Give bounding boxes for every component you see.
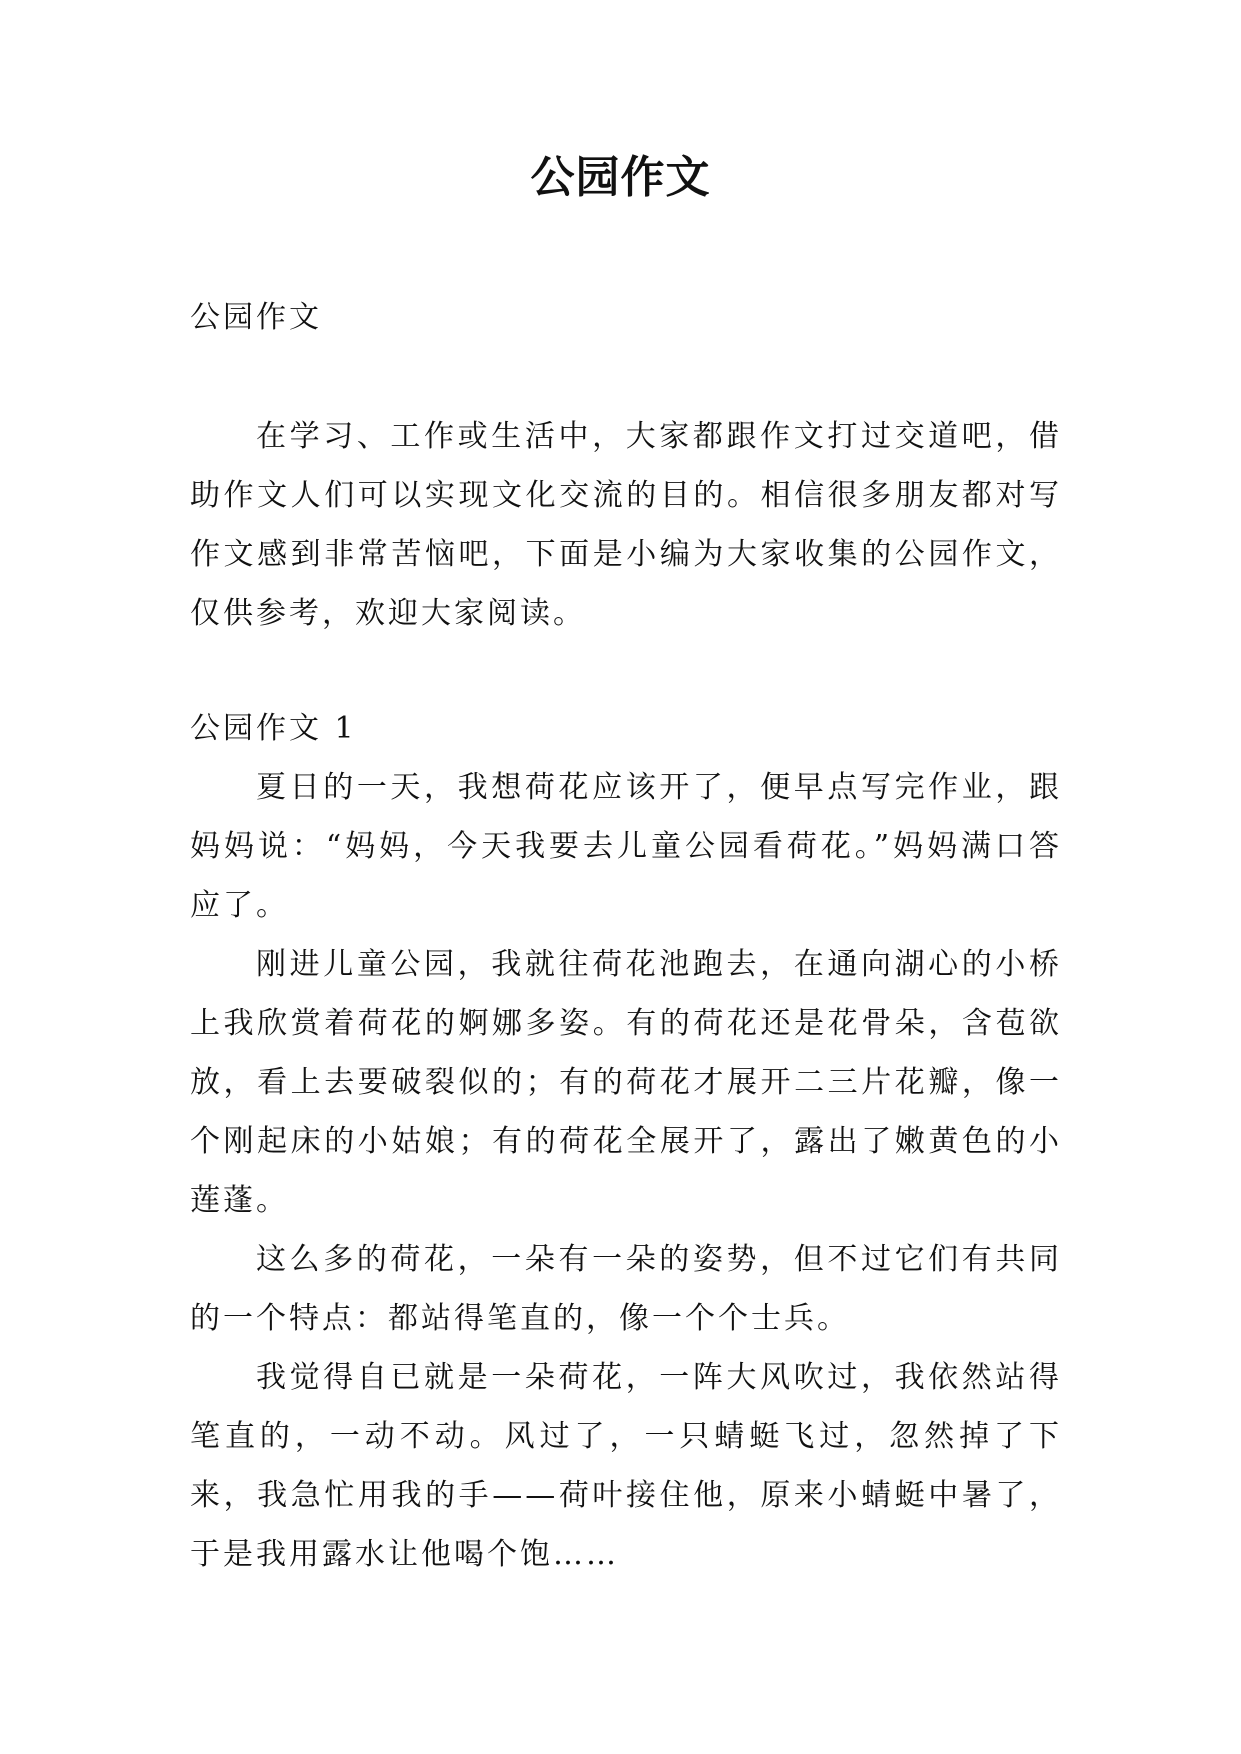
document-subtitle: 公园作文 [190, 300, 322, 335]
spacer [190, 643, 1062, 699]
document-title: 公园作文 [530, 152, 711, 203]
body-paragraph: 这么多的荷花，一朵有一朵的姿势，但不过它们有共同的一个特点：都站得笔直的，像一个个士兵。 [190, 1242, 1062, 1336]
section-heading: 公园作文 1 [190, 711, 357, 746]
body-paragraph: 夏日的一天，我想荷花应该开了，便早点写完作业，跟妈妈说：“妈妈，今天我要去儿童公园看荷花。”妈妈满口答应了。 [190, 770, 1062, 923]
body-paragraph: 刚进儿童公园，我就往荷花池跑去，在通向湖心的小桥上我欣赏着荷花的婀娜多姿。有的荷花还是花骨朵，含苞欲放，看上去要破裂似的；有的荷花才展开二三片花瓣，像一个刚起床的小姑娘；有的荷花全展开了，露出了嫩黄色的小莲蓬。 [190, 947, 1062, 1218]
intro-paragraph: 在学习、工作或生活中，大家都跟作文打过交道吧，借助作文人们可以实现文化交流的目的。相信很多朋友都对写作文感到非常苦恼吧，下面是小编为大家收集的公园作文，仅供参考，欢迎大家阅读。 [190, 419, 1062, 631]
body-paragraph: 我觉得自已就是一朵荷花，一阵大风吹过，我依然站得笔直的，一动不动。风过了，一只蜻蜓飞过，忽然掉了下来，我急忙用我的手——荷叶接住他，原来小蜻蜓中暑了，于是我用露水让他喝个饱…… [190, 1360, 1062, 1572]
document-body [190, 288, 1062, 1584]
spacer [190, 347, 1062, 405]
